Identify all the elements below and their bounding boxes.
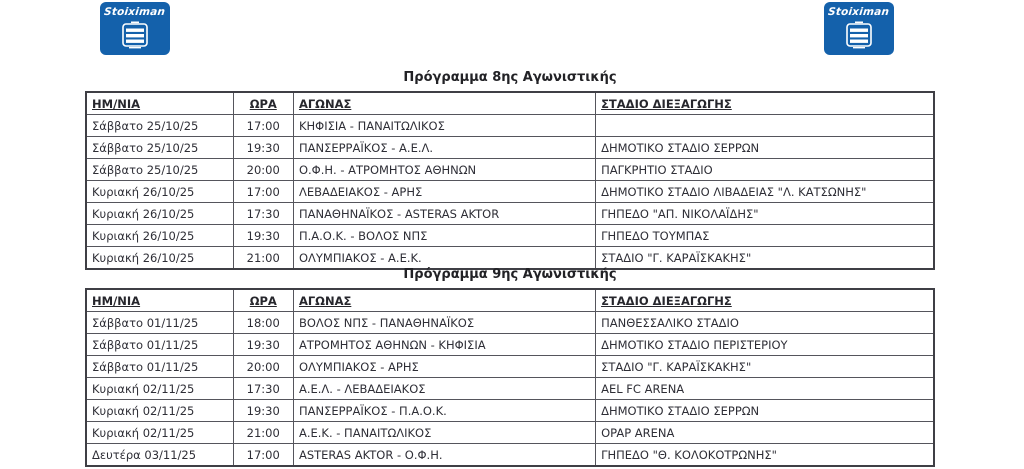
table-row	[86, 137, 934, 159]
match-date: Δευτέρα 03/11/25	[86, 444, 233, 467]
matchday-8-title: Πρόγραμμα 8ης Αγωνιστικής	[403, 70, 617, 85]
table-row	[86, 334, 934, 356]
match-stadium: AEL FC ARENA	[596, 378, 934, 400]
column-header: ΑΓΩΝΑΣ	[293, 289, 595, 312]
table-row	[86, 159, 934, 181]
match-fixture: Ο.Φ.Η. - ΑΤΡΟΜΗΤΟΣ ΑΘΗΝΩΝ	[293, 159, 595, 181]
table-row	[86, 181, 934, 203]
column-header: ΩΡΑ	[233, 289, 293, 312]
match-fixture: ΠΑΝΣΕΡΡΑΪΚΟΣ - Π.Α.Ο.Κ.	[293, 400, 595, 422]
matchday-9-section	[85, 267, 935, 467]
match-stadium: ΓΗΠΕΔΟ "Θ. ΚΟΛΟΚΟΤΡΩΝΗΣ"	[596, 444, 934, 467]
match-time: 18:00	[233, 312, 293, 334]
table-row	[86, 225, 934, 247]
matchday-8-schedule-table	[85, 91, 935, 270]
match-time: 20:00	[233, 356, 293, 378]
match-time: 19:30	[233, 400, 293, 422]
match-time: 21:00	[233, 247, 293, 270]
match-stadium: ΠΑΓΚΡΗΤΙΟ ΣΤΑΔΙΟ	[596, 159, 934, 181]
match-date: Σάββατο 25/10/25	[86, 137, 233, 159]
column-header: ΗΜ/ΝΙΑ	[86, 92, 233, 115]
match-date: Σάββατο 01/11/25	[86, 334, 233, 356]
match-time: 17:00	[233, 444, 293, 467]
match-date: Κυριακή 26/10/25	[86, 181, 233, 203]
match-fixture: Π.Α.Ο.Κ. - ΒΟΛΟΣ ΝΠΣ	[293, 225, 595, 247]
column-header: ΗΜ/ΝΙΑ	[86, 289, 233, 312]
table-row	[86, 115, 934, 137]
column-header: ΣΤΑΔΙΟ ΔΙΕΞΑΓΩΓΗΣ	[596, 92, 934, 115]
match-date: Κυριακή 26/10/25	[86, 203, 233, 225]
match-stadium: ΓΗΠΕΔΟ ΤΟΥΜΠΑΣ	[596, 225, 934, 247]
match-fixture: ΠΑΝΑΘΗΝΑΪΚΟΣ - ASTERAS AKTOR	[293, 203, 595, 225]
matchday-9-title: Πρόγραμμα 9ης Αγωνιστικής	[403, 267, 617, 282]
match-fixture: ΑΤΡΟΜΗΤΟΣ ΑΘΗΝΩΝ - ΚΗΦΙΣΙΑ	[293, 334, 595, 356]
matchday-9-schedule-table	[85, 288, 935, 467]
match-time: 17:00	[233, 115, 293, 137]
match-time: 17:00	[233, 181, 293, 203]
match-date: Κυριακή 26/10/25	[86, 247, 233, 270]
stoiximan-logo-left	[100, 2, 170, 55]
match-fixture: ΟΛΥΜΠΙΑΚΟΣ - Α.Ε.Κ.	[293, 247, 595, 270]
table-row	[86, 378, 934, 400]
match-fixture: ΚΗΦΙΣΙΑ - ΠΑΝΑΙΤΩΛΙΚΟΣ	[293, 115, 595, 137]
table-row	[86, 400, 934, 422]
match-date: Σάββατο 01/11/25	[86, 312, 233, 334]
match-stadium: ΓΗΠΕΔΟ "ΑΠ. ΝΙΚΟΛΑΪΔΗΣ"	[596, 203, 934, 225]
stoiximan-logo-right	[824, 2, 894, 55]
table-row	[86, 356, 934, 378]
match-date: Κυριακή 02/11/25	[86, 378, 233, 400]
match-date: Κυριακή 02/11/25	[86, 400, 233, 422]
match-stadium: ΔΗΜΟΤΙΚΟ ΣΤΑΔΙΟ ΠΕΡΙΣΤΕΡΙΟΥ	[596, 334, 934, 356]
pitch-scoreboard-icon	[844, 21, 874, 49]
match-fixture: ASTERAS AKTOR - Ο.Φ.Η.	[293, 444, 595, 467]
match-date: Σάββατο 01/11/25	[86, 356, 233, 378]
table-row	[86, 203, 934, 225]
match-fixture: Α.Ε.Λ. - ΛΕΒΑΔΕΙΑΚΟΣ	[293, 378, 595, 400]
match-stadium: ΣΤΑΔΙΟ "Γ. ΚΑΡΑΪΣΚΑΚΗΣ"	[596, 356, 934, 378]
column-header: ΩΡΑ	[233, 92, 293, 115]
pitch-scoreboard-icon	[120, 21, 150, 49]
match-fixture: ΠΑΝΣΕΡΡΑΪΚΟΣ - Α.Ε.Λ.	[293, 137, 595, 159]
column-header: ΑΓΩΝΑΣ	[293, 92, 595, 115]
match-stadium: ΣΤΑΔΙΟ "Γ. ΚΑΡΑΪΣΚΑΚΗΣ"	[596, 247, 934, 270]
table-row	[86, 247, 934, 270]
match-stadium: ΔΗΜΟΤΙΚΟ ΣΤΑΔΙΟ ΣΕΡΡΩΝ	[596, 400, 934, 422]
match-date: Κυριακή 26/10/25	[86, 225, 233, 247]
match-stadium: ΔΗΜΟΤΙΚΟ ΣΤΑΔΙΟ ΛΙΒΑΔΕΙΑΣ "Λ. ΚΑΤΣΩΝΗΣ"	[596, 181, 934, 203]
match-date: Σάββατο 25/10/25	[86, 115, 233, 137]
match-fixture: ΛΕΒΑΔΕΙΑΚΟΣ - ΑΡΗΣ	[293, 181, 595, 203]
match-time: 20:00	[233, 159, 293, 181]
table-row	[86, 312, 934, 334]
match-stadium	[596, 115, 934, 137]
column-header: ΣΤΑΔΙΟ ΔΙΕΞΑΓΩΓΗΣ	[596, 289, 934, 312]
table-row	[86, 444, 934, 467]
table-row	[86, 422, 934, 444]
match-time: 21:00	[233, 422, 293, 444]
match-fixture: ΒΟΛΟΣ ΝΠΣ - ΠΑΝΑΘΗΝΑΪΚΟΣ	[293, 312, 595, 334]
match-time: 17:30	[233, 203, 293, 225]
match-stadium: ΠΑΝΘΕΣΣΑΛΙΚΟ ΣΤΑΔΙΟ	[596, 312, 934, 334]
match-fixture: Α.Ε.Κ. - ΠΑΝΑΙΤΩΛΙΚΟΣ	[293, 422, 595, 444]
matchday-8-section	[85, 70, 935, 270]
match-date: Κυριακή 02/11/25	[86, 422, 233, 444]
match-fixture: ΟΛΥΜΠΙΑΚΟΣ - ΑΡΗΣ	[293, 356, 595, 378]
match-time: 19:30	[233, 225, 293, 247]
match-time: 19:30	[233, 137, 293, 159]
stoiximan-wordmark: Stoiximan	[827, 6, 891, 18]
header-row	[86, 92, 934, 115]
match-stadium: OPAP ARENA	[596, 422, 934, 444]
match-time: 17:30	[233, 378, 293, 400]
match-stadium: ΔΗΜΟΤΙΚΟ ΣΤΑΔΙΟ ΣΕΡΡΩΝ	[596, 137, 934, 159]
match-time: 19:30	[233, 334, 293, 356]
match-date: Σάββατο 25/10/25	[86, 159, 233, 181]
header-row	[86, 289, 934, 312]
stoiximan-wordmark: Stoiximan	[103, 6, 167, 18]
